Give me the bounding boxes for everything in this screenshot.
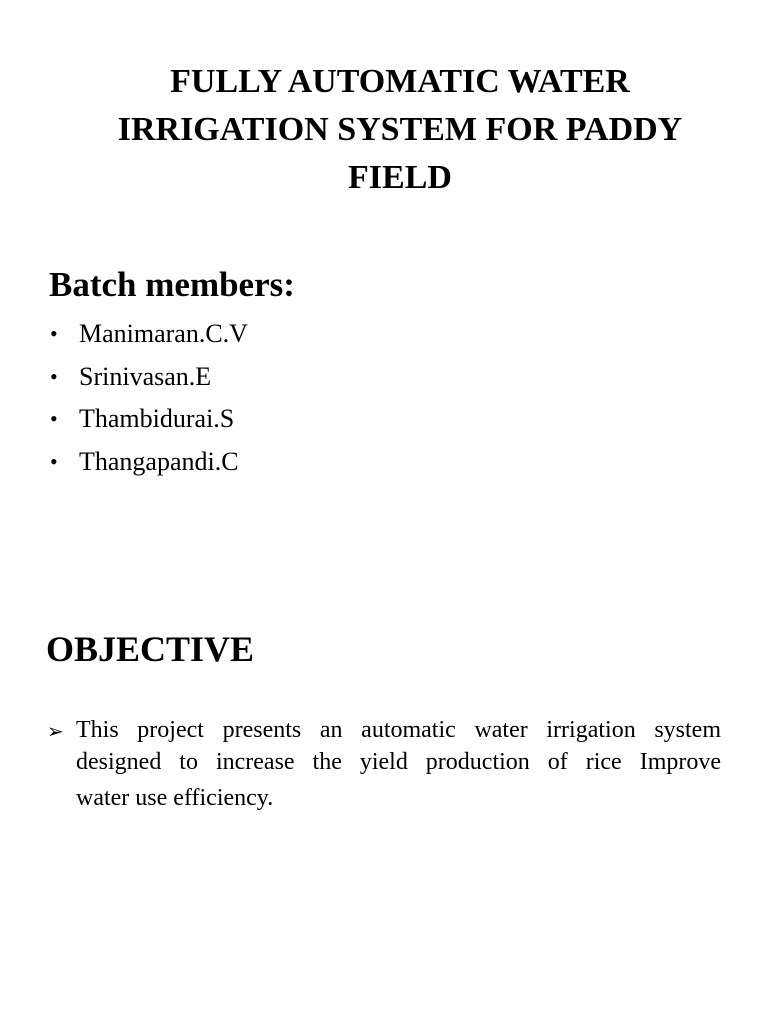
member-name: Manimaran.C.V — [79, 319, 248, 348]
bullet-icon: • — [50, 363, 58, 389]
slide-title — [40, 58, 760, 202]
bullet-icon: • — [50, 321, 58, 346]
bullet-icon: • — [50, 406, 58, 431]
member-name: Thangapandi.C — [79, 446, 239, 476]
list-item — [50, 398, 248, 441]
list-item — [50, 313, 248, 356]
list-item — [50, 441, 248, 484]
batch-members-list — [50, 313, 248, 483]
title-line: FULLY AUTOMATIC WATER — [170, 63, 630, 100]
objective-line: designed to increase the yield production of rice Improve — [76, 749, 721, 775]
objective-line: water use efficiency. — [76, 785, 274, 811]
arrow-bullet-icon: ➢ — [47, 721, 64, 743]
batch-members-heading: Batch members: — [49, 265, 295, 304]
title-line: FIELD — [348, 159, 452, 196]
objective-heading: OBJECTIVE — [46, 629, 255, 669]
member-name: Thambidurai.S — [79, 404, 235, 433]
objective-paragraph — [47, 714, 721, 814]
member-name: Srinivasan.E — [79, 361, 212, 391]
title-line: IRRIGATION SYSTEM FOR PADDY — [117, 111, 683, 148]
list-item — [50, 356, 248, 399]
bullet-icon: • — [50, 448, 58, 474]
objective-line: This project presents an automatic water irrigation system — [76, 717, 721, 743]
